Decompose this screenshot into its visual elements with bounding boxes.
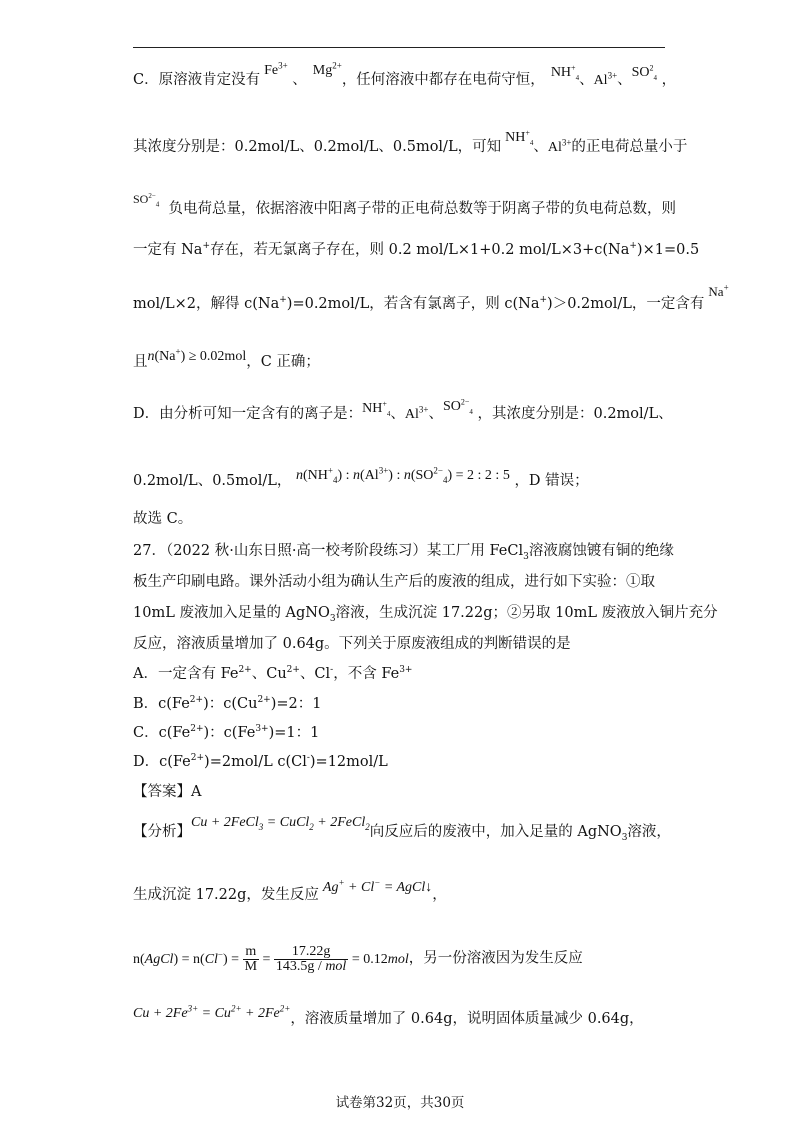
page-footer: 试卷第32页，共30页: [335, 1095, 465, 1111]
analysis-line-1: 【分析】Cu + 2FeCl$_3$ = CuCl$_2$ + 2FeCl$_2$向反应后的废液中，加入足量的 AgNO$_3$溶液，: [133, 815, 671, 843]
option-c-line-1: C．原溶液肯定没有$Fe^{3+}$ 、$Mg^{2+}$，任何溶液中都存在电荷守恒， $NH^+_4$、$Al^{3+}$、$SO^2_4$ ，: [133, 60, 677, 88]
option-c-line-5: mol/L×2，解得 c(Na+)=0.2mol/L，若含有氯离子，则 c(Na+)＞0.2mol/L，一定含有Na+: [133, 282, 729, 312]
option-c-line-4: 一定有 Na+存在，若无氯离子存在，则 0.2 mol/L×1+0.2 mol/L×3+c(Na+)×1=0.5: [133, 241, 700, 258]
header-rule: [133, 47, 665, 48]
option-d-line-1: D．由分析可知一定含有的离子是：$NH^+_4$、$Al^{3+}$、$SO^{2-}_4$ ，其浓度分别是：0.2mol/L、: [133, 397, 673, 422]
option-d-line-2: 0.2mol/L、0.5mol/L， $n(NH^+_4)$ : $n(Al^{3+})$ : $n(SO^{2-}_4) = 2$ : 2 : 5 ，D 错误；: [133, 465, 589, 489]
option-d: D．$c(Fe^{2+})=2mol/L$ c(Cl-)=12mol/L: [133, 753, 388, 770]
option-b: B．$c(Fe^{2+})$：$c(Cu^{2+})=2$：1: [133, 695, 322, 712]
analysis-line-3: n(AgCl) = n(Cl−) = $\frac{m}{M}$ = $\frac{17.22g}{\text{143.5g / mol}}$ = 0.12mol，另一份溶液因为发生反应: [133, 944, 583, 974]
analysis-line-2: 生成沉淀 17.22g，发生反应 Ag+ + Cl− = AgCl↓，: [133, 877, 447, 903]
answer: 【答案】A: [133, 784, 202, 800]
option-c-line-3: $^{SO^{2-}_4}$ 负电荷总量，依据溶液中阳离子带的正电荷总数等于阴离子带的负电荷总数，则: [133, 192, 677, 217]
question-27-line-4: 反应，溶液质量增加了 0.64g。下列关于原废液组成的判断错误的是: [133, 636, 571, 652]
option-c: C．$c(Fe^{2+})$：$c(Fe^{3+})=1$：1: [133, 724, 320, 741]
conclusion: 故选 C。: [133, 511, 193, 527]
question-27-line-3: 10mL 废液加入足量的 AgNO$_3$溶液，生成沉淀 17.22g；②另取 10mL 废液放入铜片充分: [133, 605, 718, 624]
option-c-line-6: 且n(Na+) ≥ 0.02mol，C 正确；: [133, 346, 320, 370]
option-c-line-2: 其浓度分别是：0.2mol/L、0.2mol/L、0.5mol/L，可知$NH^+_4$、$Al^{3+}$的正电荷总量小于: [133, 128, 688, 155]
analysis-line-4: $Cu + 2Fe^{3+} = Cu^{2+} + 2Fe^{2+}$，溶液质量增加了 0.64g，说明固体质量减少 0.64g，: [133, 1003, 644, 1027]
question-27-line-2: 板生产印刷电路。课外活动小组为确认生产后的废液的组成，进行如下实验：①取: [133, 574, 655, 590]
question-27-line-1: 27．（2022 秋·山东日照·高一校考阶段练习）某工厂用 FeCl$_3$溶液腐蚀镀有铜的绝缘: [133, 543, 674, 562]
option-a: A．一定含有 $Fe^{2+}$、$Cu^{2+}$、Cl-，不含 $Fe^{3+}$: [133, 665, 413, 682]
